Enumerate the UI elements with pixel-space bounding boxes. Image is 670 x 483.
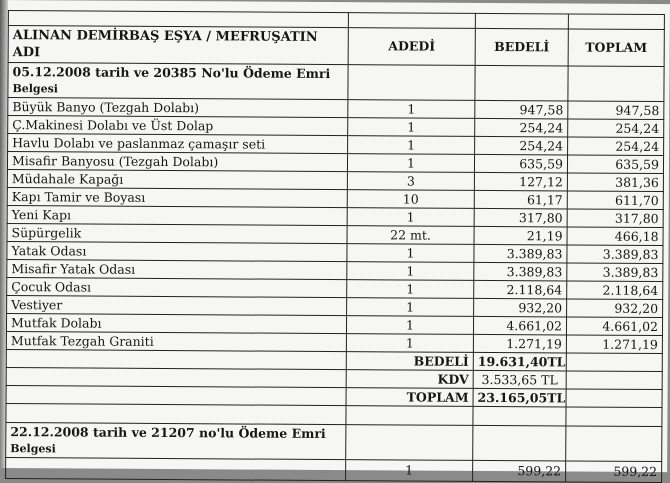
summary-bedel-label: BEDELİ (346, 352, 473, 371)
item-qty: 3 (347, 172, 474, 191)
item-price: 21,19 (474, 226, 567, 245)
item-total: 1.271,19 (566, 335, 662, 354)
item-price: 1.271,19 (473, 334, 566, 353)
item-qty: 1 (348, 136, 475, 155)
item-total: 599,22 (566, 461, 662, 483)
item-total: 317,80 (567, 209, 663, 228)
item-total: 254,24 (568, 119, 664, 138)
section-1-row (8, 63, 664, 102)
item-column-header: ALINAN DEMİRBAŞ EŞYA / MEFRUŞATIN ADI (8, 26, 348, 65)
item-name: Çocuk Odası (7, 278, 347, 298)
item-total: 947,58 (568, 101, 664, 120)
item-price: 3.389,83 (474, 244, 567, 263)
table-row-partial (6, 458, 662, 483)
item-total: 466,18 (567, 227, 663, 246)
summary-kdv-value: 3.533,65 TL (473, 370, 566, 389)
item-name: Havlu Dolabı ve paslanmaz çamaşır seti (8, 134, 348, 154)
item-qty: 22 mt. (347, 226, 474, 245)
header-row (8, 26, 664, 67)
item-name: Ç.Makinesi Dolabı ve Üst Dolap (8, 116, 348, 136)
item-price: 599,22 (473, 460, 566, 482)
section-2-title (6, 423, 346, 460)
item-total: 3.389,83 (567, 245, 663, 264)
item-price: 254,24 (475, 118, 568, 137)
section-1-subtitle: Belgesi (12, 81, 59, 95)
item-total: 932,20 (567, 299, 663, 318)
item-total: 2.118,64 (567, 281, 663, 300)
total-column-header: TOPLAM (568, 29, 664, 67)
item-price: 2.118,64 (474, 280, 567, 299)
inventory-table (5, 10, 665, 483)
item-qty: 1 (347, 208, 474, 227)
summary-kdv-label: KDV (346, 370, 473, 389)
price-column-header: BEDELİ (475, 28, 568, 66)
item-qty: 1 (346, 334, 473, 353)
section-2-title-text: 22.12.2008 tarih ve 21207 no'lu Ödeme Emri (10, 423, 326, 441)
item-qty: 1 (347, 154, 474, 173)
item-total: 3.389,83 (567, 263, 663, 282)
item-name: Büyük Banyo (Tezgah Dolabı) (8, 98, 348, 118)
item-price: 635,59 (474, 154, 567, 173)
item-qty: 1 (346, 460, 473, 482)
item-qty: 1 (348, 118, 475, 137)
item-name: Kapı Tamir ve Boyası (7, 188, 347, 208)
item-qty: 1 (346, 316, 473, 335)
item-name: Süpürgelik (7, 224, 347, 244)
item-total: 4.661,02 (566, 317, 662, 336)
item-qty: 10 (347, 190, 474, 209)
item-qty: 1 (347, 298, 474, 317)
section-2-subtitle: Belgesi (10, 441, 56, 455)
item-price: 947,58 (475, 100, 568, 119)
item-name: Müdahale Kapağı (7, 170, 347, 190)
item-price: 61,17 (474, 190, 567, 209)
item-price: 932,20 (474, 298, 567, 317)
summary-total-value: 23.165,05TL (473, 388, 566, 407)
item-price: 3.389,83 (474, 262, 567, 281)
item-total: 611,70 (567, 191, 663, 210)
qty-column-header: ADEDİ (348, 28, 475, 66)
item-total: 635,59 (567, 155, 663, 174)
item-qty: 1 (348, 100, 475, 119)
item-price: 127,12 (474, 172, 567, 191)
section-1-title-text: 05.12.2008 tarih ve 20385 No'lu Ödeme Emri (12, 63, 331, 81)
item-qty: 1 (347, 280, 474, 299)
item-name: Misafir Yatak Odası (7, 260, 347, 280)
item-name: Mutfak Dolabı (6, 314, 346, 334)
item-name: Vestiyer (7, 296, 347, 316)
item-price: 317,80 (474, 208, 567, 227)
item-qty: 1 (347, 244, 474, 263)
item-name: Yatak Odası (7, 242, 347, 262)
item-qty: 1 (347, 262, 474, 281)
item-name: Yeni Kapı (7, 206, 347, 226)
item-total: 254,24 (568, 137, 664, 156)
item-price: 4.661,02 (473, 316, 566, 335)
item-name: Misafir Banyosu (Tezgah Dolabı) (7, 152, 347, 172)
section-2-row (6, 423, 662, 462)
section-1-title (8, 63, 348, 100)
summary-total-label: TOPLAM (346, 388, 473, 407)
item-total: 381,36 (567, 173, 663, 192)
item-price: 254,24 (475, 136, 568, 155)
summary-bedel-value: 19.631,40TL (473, 352, 566, 371)
item-name: Mutfak Tezgah Graniti (6, 332, 346, 352)
